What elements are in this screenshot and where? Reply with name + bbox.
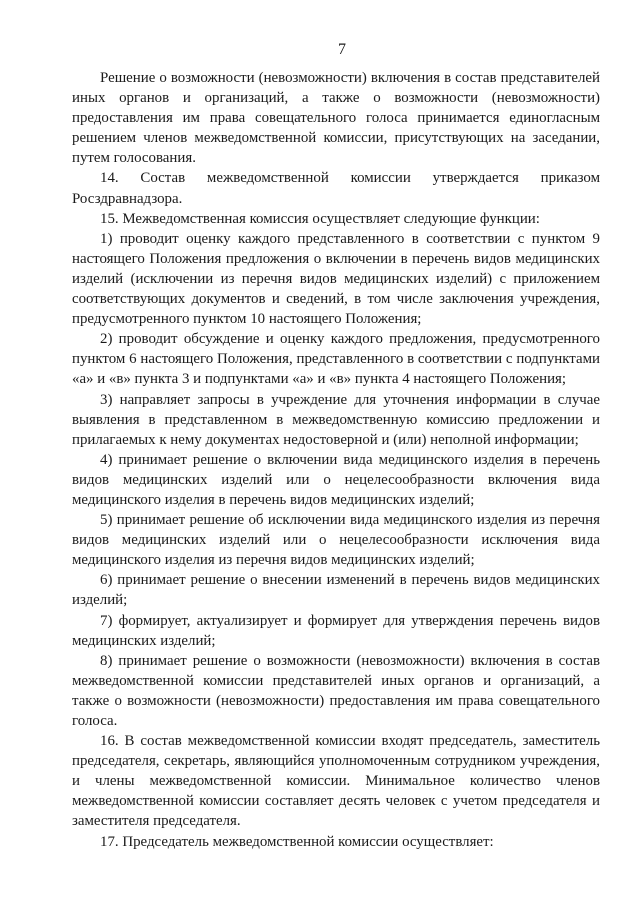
paragraph-15-item-3: 3) направляет запросы в учреждение для уточнения информации в случае выявления в представленном в межведомственную комиссию предложении и прилагаемых к нему документах недостоверной и (или) неполной информации; xyxy=(72,391,600,448)
paragraph-15-item-6: 6) принимает решение о внесении изменений в перечень видов медицинских изделий; xyxy=(72,572,600,609)
paragraph-decision-voting: Решение о возможности (невозможности) включения в состав представителей иных органов и организаций, а также о возможности (невозможности) предоставления им права совещательного голоса принимается единогласным решением членов межведомственной комиссии, присутствующих на заседании, путем голосования. xyxy=(72,70,600,167)
paragraph-15-item-5: 5) принимает решение об исключении вида медицинского изделия из перечня видов медицинских изделий или о нецелесообразности исключения вида медицинского изделия из перечня видов медицинских изделий; xyxy=(72,512,600,569)
paragraph-15-item-4: 4) принимает решение о включении вида медицинского изделия в перечень видов медицинских изделий или о нецелесообразности включения вида медицинского изделия в перечень видов медицинских изделий; xyxy=(72,451,600,508)
paragraph-15-item-2: 2) проводит обсуждение и оценку каждого предложения, предусмотренного пунктом 6 настоящего Положения, представленного в соответствии с подпунктами «а» и «в» пункта 3 и подпунктами «а» и «в» пункта 4 настоящего Положения; xyxy=(72,331,600,388)
paragraph-15-item-1: 1) проводит оценку каждого представленного в соответствии с пунктом 9 настоящего Положения предложения о включении в перечень видов медицинских изделий (исключении из перечня видов медицинских изделий) с приложением соответствующих документов и сведений, в том числе заключения учреждения, предусмотренного пунктом 10 настоящего Положения; xyxy=(72,230,600,328)
paragraph-14: 14. Состав межведомственной комиссии утверждается приказом Росздравнадзора. xyxy=(72,170,600,207)
paragraph-17: 17. Председатель межведомственной комиссии осуществляет: xyxy=(100,833,494,850)
paragraph-15-item-8: 8) принимает решение о возможности (невозможности) включения в состав межведомственной комиссии представителей иных органов и организаций, а также о возможности (невозможности) предоставления им права совещательного голоса. xyxy=(72,652,600,729)
paragraph-16: 16. В состав межведомственной комиссии входят председатель, заместитель председателя, секретарь, являющийся уполномоченным сотрудником учреждения, и члены межведомственной комиссии. Минимальное количество членов межведомственной комиссии составляет десять человек с учетом председателя и заместителя председателя. xyxy=(72,733,600,830)
paragraph-15: 15. Межведомственная комиссия осуществляет следующие функции: xyxy=(100,210,540,227)
paragraph-15-item-7: 7) формирует, актуализирует и формирует для утверждения перечень видов медицинских изделий; xyxy=(72,612,600,649)
page-number: 7 xyxy=(338,41,346,58)
document-page xyxy=(72,40,600,900)
